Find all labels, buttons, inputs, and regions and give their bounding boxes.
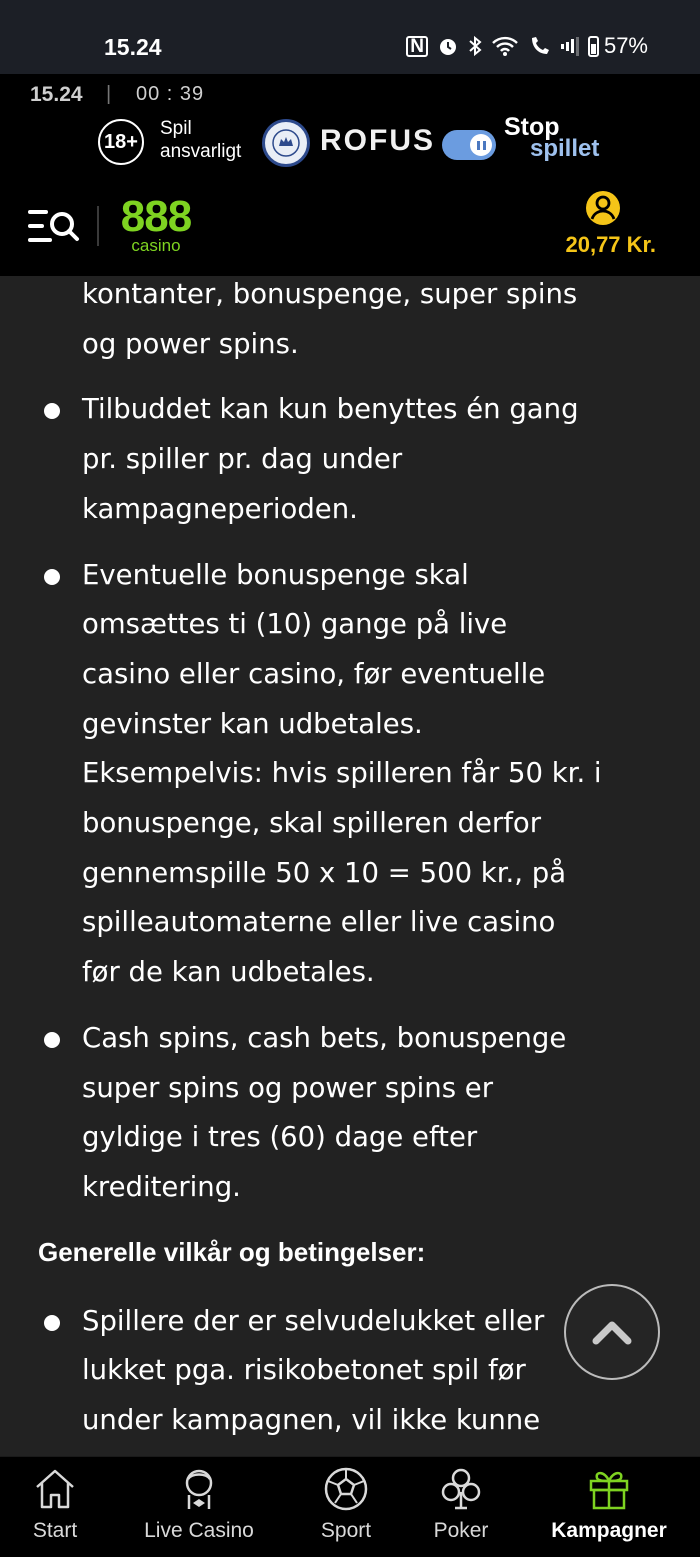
status-time: 15.24 <box>104 34 162 60</box>
bullet-icon <box>44 403 60 419</box>
responsible-line1: Spil <box>160 118 192 139</box>
para-4-line-2: lukket pga. risikobetonet spil før <box>82 1354 526 1387</box>
para-1-line-2: pr. spiller pr. dag under <box>82 443 403 476</box>
pause-icon <box>470 134 492 156</box>
scroll-to-top-button[interactable] <box>564 1284 660 1380</box>
para-3-line-4: kreditering. <box>82 1170 241 1203</box>
para-3-line-2: super spins og power spins er <box>82 1071 494 1104</box>
account-button[interactable] <box>583 188 623 228</box>
bullet-icon <box>44 569 60 585</box>
football-icon <box>322 1465 370 1513</box>
chevron-up-icon <box>590 1317 634 1347</box>
bottom-navigation <box>0 1456 700 1557</box>
wifi-icon <box>491 35 519 57</box>
logo-sub: casino <box>131 236 181 255</box>
stopspillet-logo[interactable] <box>504 113 600 162</box>
section-title: Generelle vilkår og betingelser: <box>38 1236 426 1267</box>
menu-search-button[interactable] <box>28 206 80 246</box>
888-casino-logo[interactable] <box>116 192 196 255</box>
partial-line-2: og power spins. <box>82 327 299 360</box>
regulatory-bar <box>0 74 700 182</box>
list-item <box>0 385 700 534</box>
session-timer: 00 : 39 <box>136 83 205 105</box>
session-clock: 15.24 <box>30 83 83 106</box>
stopspillet-line2: spillet <box>530 135 600 162</box>
status-icons <box>406 33 648 59</box>
para-2-line-2: omsættes ti (10) gange på live <box>82 608 508 641</box>
nav-item-poker[interactable] <box>426 1465 496 1555</box>
bullet-icon <box>44 1032 60 1048</box>
nav-item-sport[interactable] <box>312 1465 380 1555</box>
para-1-line-1: Tilbuddet kan kun benyttes én gang <box>82 393 579 426</box>
para-2-line-5: Eksempelvis: hvis spilleren får 50 kr. i <box>82 757 602 790</box>
para-3-line-3: gyldige i tres (60) dage efter <box>82 1121 478 1154</box>
terms-content[interactable] <box>0 276 700 1456</box>
responsible-line2: ansvarligt <box>160 141 242 162</box>
para-4-line-1: Spillere der er selvudelukket eller <box>82 1304 545 1337</box>
alarm-icon <box>437 35 459 57</box>
para-2-line-1: Eventuelle bonuspenge skal <box>82 558 469 591</box>
nav-item-live-casino[interactable] <box>132 1465 266 1555</box>
rofus-seal-icon[interactable] <box>262 119 310 167</box>
nav-label-live-casino: Live Casino <box>144 1519 254 1542</box>
partial-line-1: kontanter, bonuspenge, super spins <box>82 278 578 310</box>
balance-amount[interactable]: 20,77 Kr. <box>565 232 656 257</box>
bullet-icon <box>44 1315 60 1331</box>
user-icon <box>583 188 623 228</box>
wifi-call-icon <box>528 35 552 57</box>
nfc-icon: N <box>406 36 428 57</box>
gift-icon <box>585 1465 633 1513</box>
clock-separator: | <box>106 83 112 105</box>
age-limit-badge[interactable]: 18+ <box>98 119 144 165</box>
list-item-partial <box>0 252 700 369</box>
para-2-line-7: gennemspille 50 x 10 = 500 kr., på <box>82 856 567 889</box>
nav-item-kampagner[interactable] <box>542 1465 676 1555</box>
responsible-gaming-link[interactable] <box>160 117 241 163</box>
para-2-line-9: før de kan udbetales. <box>82 956 375 989</box>
bluetooth-icon <box>468 35 482 57</box>
nav-item-start[interactable] <box>24 1465 86 1555</box>
battery-percent: 57% <box>603 33 648 58</box>
battery-icon <box>588 36 599 57</box>
para-2-line-8: spilleautomaterne eller live casino <box>82 906 556 939</box>
stopspillet-line1: Stop <box>504 113 560 141</box>
rofus-toggle[interactable] <box>442 130 496 160</box>
menu-search-icon <box>28 206 80 246</box>
nav-label-sport: Sport <box>320 1519 372 1542</box>
home-icon <box>31 1465 79 1513</box>
signal-icon <box>561 36 579 56</box>
club-icon <box>437 1465 485 1513</box>
list-item <box>0 551 700 998</box>
nav-label-start: Start <box>32 1519 78 1542</box>
rofus-label[interactable]: ROFUS <box>320 124 435 157</box>
header-divider <box>97 206 99 246</box>
nav-label-kampagner: Kampagner <box>551 1519 667 1542</box>
para-2-line-4: gevinster kan udbetales. <box>82 707 423 740</box>
logo-number: 888 <box>120 192 192 241</box>
para-2-line-6: bonuspenge, skal spilleren derfor <box>82 807 542 840</box>
para-3-line-1: Cash spins, cash bets, bonuspenge <box>82 1021 567 1054</box>
dealer-icon <box>175 1465 223 1513</box>
para-2-line-3: casino eller casino, før eventuelle <box>82 657 546 690</box>
nav-label-poker: Poker <box>433 1519 489 1542</box>
para-4-line-3: under kampagnen, vil ikke kunne <box>82 1404 541 1437</box>
status-bar <box>0 0 700 74</box>
para-1-line-3: kampagneperioden. <box>82 492 358 525</box>
list-item <box>0 1014 700 1213</box>
